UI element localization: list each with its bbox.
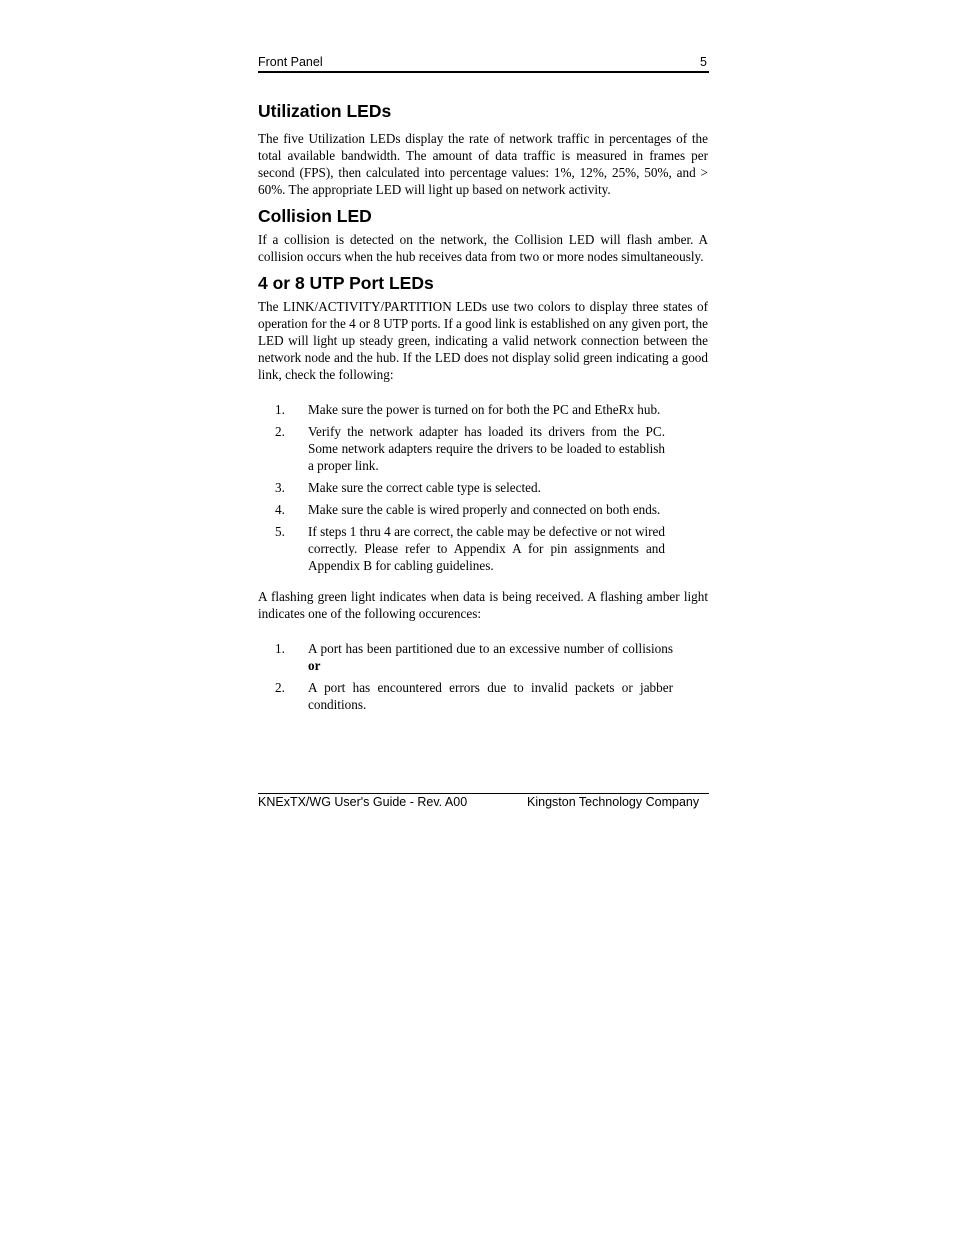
list-item-text: A port has been partitioned due to an excessive number of collisions: [308, 641, 673, 656]
section-body-collision-led: If a collision is detected on the network, the Collision LED will flash amber. A collision occurs when the hub receives data from two or more nodes simultaneously.: [258, 232, 708, 264]
list-item-number: 1.: [275, 402, 285, 417]
list-item: [258, 679, 673, 713]
list-item: [258, 501, 665, 518]
list-item: [258, 523, 665, 574]
section-title-utp-port-leds: 4 or 8 UTP Port LEDs: [258, 273, 434, 293]
section-title-utilization-leds: Utilization LEDs: [258, 101, 392, 121]
list-item: [258, 640, 673, 674]
list-item-text: Verify the network adapter has loaded its drivers from the PC. Some network adapters require the drivers to be loaded to establish a proper link.: [308, 424, 665, 473]
section-title-collision-led: Collision LED: [258, 206, 372, 226]
list-item-number: 2.: [275, 424, 285, 439]
list-item-text: Make sure the correct cable type is selected.: [308, 480, 541, 495]
section-body-utilization-leds: The five Utilization LEDs display the rate of network traffic in percentages of the total available bandwidth. The amount of data traffic is measured in frames per second (FPS), then calculated into percentage values: 1%, 12%, 25%, 50%, and > 60%. The appropriate LED will light up based on network activity.: [258, 131, 708, 197]
list-item-text: A port has encountered errors due to invalid packets or jabber conditions.: [308, 680, 673, 712]
list-item-number: 5.: [275, 524, 285, 539]
header-page-number: 5: [700, 55, 707, 69]
list-item-text: Make sure the cable is wired properly and connected on both ends.: [308, 502, 661, 517]
page-footer: [258, 793, 709, 809]
page-header: [258, 55, 709, 73]
list-item: [258, 423, 665, 474]
footer-company: Kingston Technology Company: [527, 795, 700, 809]
footer-guide-title: KNExTX/WG User's Guide - Rev. A00: [258, 795, 468, 809]
section-body-utp-port-leds: The LINK/ACTIVITY/PARTITION LEDs use two colors to display three states of operation for the 4 or 8 UTP ports. If a good link is established on any given port, the LED will light up steady green, indicating a valid network connection between the network node and the hub. If the LED does not display solid green indicating a good link, check the following:: [258, 299, 708, 382]
list-item-number: 3.: [275, 480, 285, 495]
list-item-number: 4.: [275, 502, 285, 517]
flashing-light-paragraph: A flashing green light indicates when data is being received. A flashing amber light indicates one of the following occurences:: [258, 589, 708, 621]
header-section-title: Front Panel: [258, 55, 323, 69]
list-item-text: Make sure the power is turned on for both the PC and EtheRx hub.: [308, 402, 661, 417]
page-content: [258, 100, 708, 718]
link-checklist: [258, 401, 708, 574]
list-item-bold-suffix: or: [308, 658, 321, 673]
list-item-number: 1.: [275, 641, 285, 656]
list-item: [258, 479, 665, 496]
list-item-text: If steps 1 thru 4 are correct, the cable may be defective or not wired correctly. Please refer to Appendix A for pin assignments and Appendix B for cabling guidelines.: [308, 524, 666, 573]
occurrence-list: [258, 640, 708, 713]
list-item-number: 2.: [275, 680, 285, 695]
list-item: [258, 401, 665, 418]
